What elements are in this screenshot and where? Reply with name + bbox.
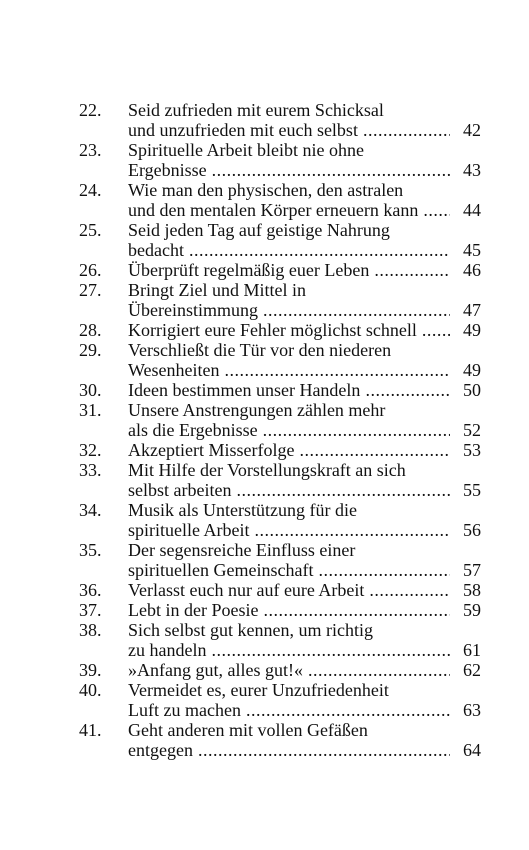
toc-entry-number: 41. <box>79 720 102 740</box>
toc-entry <box>0 400 529 440</box>
toc-entry-title-line: und den mentalen Körper erneuern kann ..... <box>128 200 478 220</box>
toc-entry-page-number: 58 <box>450 580 481 600</box>
toc-entry <box>0 380 529 400</box>
toc-entry <box>0 180 529 220</box>
toc-entry <box>0 540 529 580</box>
toc-entry-page-number: 46 <box>450 260 481 280</box>
toc-entry-number: 25. <box>79 220 102 240</box>
toc-entry-title-line: Musik als Unterstützung für die <box>128 500 357 520</box>
toc-entry-title-line: Mit Hilfe der Vorstellungskraft an sich <box>128 460 406 480</box>
toc-entry-page-number: 47 <box>450 300 481 320</box>
toc-entry-title-line: Ideen bestimmen unser Handeln ..... <box>128 380 478 400</box>
toc-entry-title-line: Geht anderen mit vollen Gefäßen <box>128 720 368 740</box>
toc-entry <box>0 100 529 140</box>
toc-entry-page-number: 52 <box>450 420 481 440</box>
toc-entry-title-line: Der segensreiche Einfluss einer <box>128 540 356 560</box>
toc-entry-title-line: Sich selbst gut kennen, um richtig <box>128 620 373 640</box>
toc-entry-title-line: Wie man den physischen, den astralen <box>128 180 404 200</box>
toc-entry-title-line: Seid jeden Tag auf geistige Nahrung <box>128 220 390 240</box>
toc-entry <box>0 720 529 760</box>
toc-entry-number: 32. <box>79 440 102 460</box>
toc-entry-page-number: 44 <box>450 200 481 220</box>
toc-entry-number: 28. <box>79 320 102 340</box>
toc-entry-title-line: und unzufrieden mit euch selbst ..... <box>128 120 478 140</box>
toc-entry <box>0 660 529 680</box>
toc-entry-number: 36. <box>79 580 102 600</box>
toc-entry <box>0 340 529 380</box>
toc-entry-title-line: bedacht ..... <box>128 240 478 260</box>
toc-entry <box>0 140 529 180</box>
toc-entry-number: 30. <box>79 380 102 400</box>
toc-entry-page-number: 56 <box>450 520 481 540</box>
toc-entry-title-line: Wesenheiten ..... <box>128 360 478 380</box>
toc-entry-number: 22. <box>79 100 102 120</box>
toc-entry <box>0 440 529 460</box>
toc-entry-page-number: 49 <box>450 320 481 340</box>
toc-entry-title-line: spirituellen Gemeinschaft ..... <box>128 560 478 580</box>
toc-entry-title-line: Korrigiert eure Fehler möglichst schnell ..... <box>128 320 478 340</box>
toc-entry <box>0 620 529 660</box>
toc-entry-title-line: Spirituelle Arbeit bleibt nie ohne <box>128 140 364 160</box>
toc-entry-title-line: zu handeln ..... <box>128 640 478 660</box>
toc-entry <box>0 580 529 600</box>
toc-entry-page-number: 61 <box>450 640 481 660</box>
toc-entry-title-line: als die Ergebnisse ..... <box>128 420 478 440</box>
toc-entry-page-number: 49 <box>450 360 481 380</box>
toc-entry <box>0 680 529 720</box>
toc-entry-number: 26. <box>79 260 102 280</box>
toc-entry-page-number: 63 <box>450 700 481 720</box>
toc-entry <box>0 500 529 540</box>
toc-entry-title-line: Überprüft regelmäßig euer Leben ..... <box>128 260 478 280</box>
toc-entry-number: 34. <box>79 500 102 520</box>
toc-entry-title-line: »Anfang gut, alles gut!« ..... <box>128 660 478 680</box>
toc-entry <box>0 220 529 260</box>
toc-entry-number: 31. <box>79 400 102 420</box>
toc-entry-title-line: selbst arbeiten ..... <box>128 480 478 500</box>
toc-entry-number: 24. <box>79 180 102 200</box>
toc-entry-title-line: Vermeidet es, eurer Unzufriedenheit <box>128 680 389 700</box>
toc-entry-page-number: 59 <box>450 600 481 620</box>
toc-entry-title-line: Lebt in der Poesie ..... <box>128 600 478 620</box>
toc-entry-page-number: 42 <box>450 120 481 140</box>
toc-entry-title-line: Bringt Ziel und Mittel in <box>128 280 306 300</box>
toc-entry <box>0 460 529 500</box>
toc-entry-page-number: 43 <box>450 160 481 180</box>
toc-entry-number: 29. <box>79 340 102 360</box>
toc-entry-page-number: 50 <box>450 380 481 400</box>
toc-entry-title-line: Luft zu machen ..... <box>128 700 478 720</box>
toc-entry-number: 23. <box>79 140 102 160</box>
toc-entry-number: 39. <box>79 660 102 680</box>
toc-entry-page-number: 45 <box>450 240 481 260</box>
toc-entry-title-line: spirituelle Arbeit ..... <box>128 520 478 540</box>
toc-entry <box>0 280 529 320</box>
toc-entry-title-line: Ergebnisse ..... <box>128 160 478 180</box>
toc-entry-number: 35. <box>79 540 102 560</box>
toc-entry-page-number: 64 <box>450 740 481 760</box>
toc-entry-number: 27. <box>79 280 102 300</box>
toc-entry <box>0 320 529 340</box>
toc-entry-title-line: Unsere Anstrengungen zählen mehr <box>128 400 386 420</box>
toc-entry-title-line: entgegen ..... <box>128 740 478 760</box>
toc-entry-page-number: 57 <box>450 560 481 580</box>
toc-entry-page-number: 55 <box>450 480 481 500</box>
toc-entry <box>0 260 529 280</box>
toc-entry-title-line: Seid zufrieden mit eurem Schicksal <box>128 100 384 120</box>
toc-entry-number: 37. <box>79 600 102 620</box>
toc-entry-title-line: Verlasst euch nur auf eure Arbeit ..... <box>128 580 478 600</box>
toc-entry-page-number: 62 <box>450 660 481 680</box>
toc-entry-page-number: 53 <box>450 440 481 460</box>
toc-entry-number: 38. <box>79 620 102 640</box>
toc-entry <box>0 600 529 620</box>
toc-entry-title-line: Übereinstimmung ..... <box>128 300 478 320</box>
toc-entry-number: 40. <box>79 680 102 700</box>
toc-entry-title-line: Akzeptiert Misserfolge ..... <box>128 440 478 460</box>
toc-entry-title-line: Verschließt die Tür vor den niederen <box>128 340 392 360</box>
toc-entry-number: 33. <box>79 460 102 480</box>
